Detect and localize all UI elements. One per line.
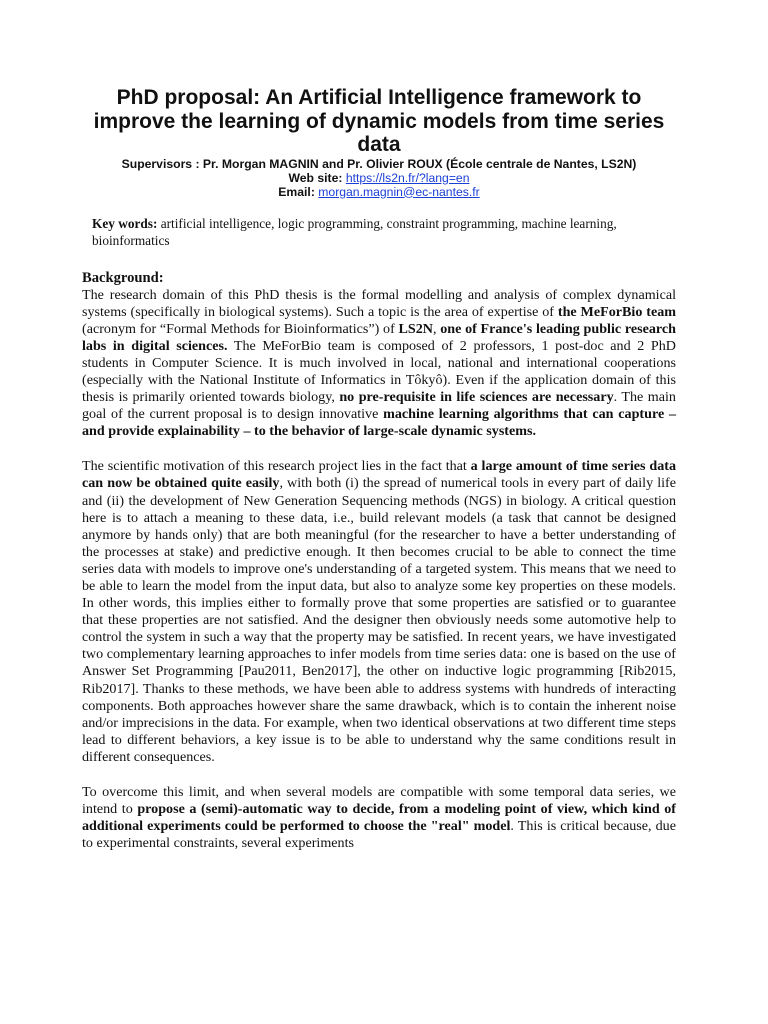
text-run: . The main goal of the current proposal is to design innovative (82, 389, 676, 423)
website-label: Web site: (288, 170, 343, 185)
bold-text-run: a large amount of time series data can now be obtained quite easily (82, 458, 676, 492)
website-link[interactable]: https://ls2n.fr/?lang=en (345, 170, 470, 185)
bold-text-run: propose a (semi)-automatic way to decide, from a modeling point of view, which kind of additional experiments could be performed to choose the "real" model (82, 801, 676, 835)
text-run: , with both (i) the spread of numerical tools in every part of daily life and (ii) the development of New Generation Sequencing methods (NGS) in biology. A critical question here is to attach a meaning to these data, i.e., build relevant models (a task that cannot be designed anymore by hands only) that are both meaningful (for the researcher to have a better understanding of the processes at stake) and predictive enough. It then becomes crucial to be able to connect the time series data with models to improve one's understanding of a targeted system. This means that we need to be able to learn the model from the input data, but also to analyze some key properties on these models. In other words, this implies either to formally prove that some properties are satisfied or to guarantee that these properties are not satisfied. And the designer then obviously needs some automotive help to control the system in such a way that the property may be satisfied. In recent years, we have investigated two complementary learning approaches to infer models from time series data: one is based on the use of Answer Set Programming [Pau2011, Ben2017], the other on inductive logic programming [Rib2015, Rib2017]. Thanks to these methods, we have been able to address systems with hundreds of interacting components. Both approaches however share the same drawback, which is to contain the inherent noise and/or imprecisions in the data. For example, when two identical observations at two different time steps lead to different behaviors, a key issue is to be able to understand why the same conditions result in different consequences. (82, 475, 676, 765)
bold-text-run: no pre-requisite in life sciences are necessary (339, 389, 614, 406)
supervisors-line: Supervisors : Pr. Morgan MAGNIN and Pr. Olivier ROUX (École centrale de Nantes, LS2N) (121, 156, 637, 171)
text-run: , (432, 320, 441, 337)
website-line (82, 171, 676, 185)
bold-text-run: the MeForBio team (557, 303, 676, 320)
paragraph-background-2 (82, 458, 676, 766)
paragraph-background-3 (82, 784, 676, 852)
text-run: The research domain of this PhD thesis is the formal modelling and analysis of complex dynamical systems (specifically in biological systems). Such a topic is the area of expertise of (82, 286, 676, 320)
keywords-text: artificial intelligence, logic programming, constraint programming, machine learning, bioinformatics (92, 215, 617, 248)
text-run: (acronym for “Formal Methods for Bioinformatics”) of (82, 320, 399, 337)
email-label: Email: (278, 184, 315, 199)
document-page (82, 86, 676, 852)
bold-text-run: LS2N (398, 320, 433, 337)
bold-text-run: one of France's leading public research labs in digital sciences. (82, 320, 676, 354)
bold-text-run: machine learning algorithms that can capture – and provide explainability – to the behavior of large-scale dynamic systems. (82, 406, 677, 440)
keywords-label: Key words: (92, 215, 158, 231)
text-run: The scientific motivation of this research project lies in the fact that (82, 458, 471, 475)
document-title: PhD proposal: An Artificial Intelligence framework to improve the learning of dynamic models from time series data (93, 86, 665, 156)
paragraph-background-1 (82, 287, 676, 441)
keywords (92, 215, 676, 249)
email-line (82, 185, 676, 199)
section-heading-background: Background: (82, 269, 164, 286)
text-run: To overcome this limit, and when several models are compatible with some temporal data series, we intend to (82, 784, 676, 818)
text-run: . This is critical because, due to experimental constraints, several experiments (82, 818, 676, 852)
email-link[interactable]: morgan.magnin@ec-nantes.fr (318, 184, 480, 199)
text-run: The MeForBio team is composed of 2 professors, 1 post-doc and 2 PhD students in Computer Science. It is much involved in local, national and international cooperations (especially with the National Institute of Informatics in Tôkyô). Even if the application domain of this thesis is primarily oriented towards biology, (82, 337, 676, 406)
